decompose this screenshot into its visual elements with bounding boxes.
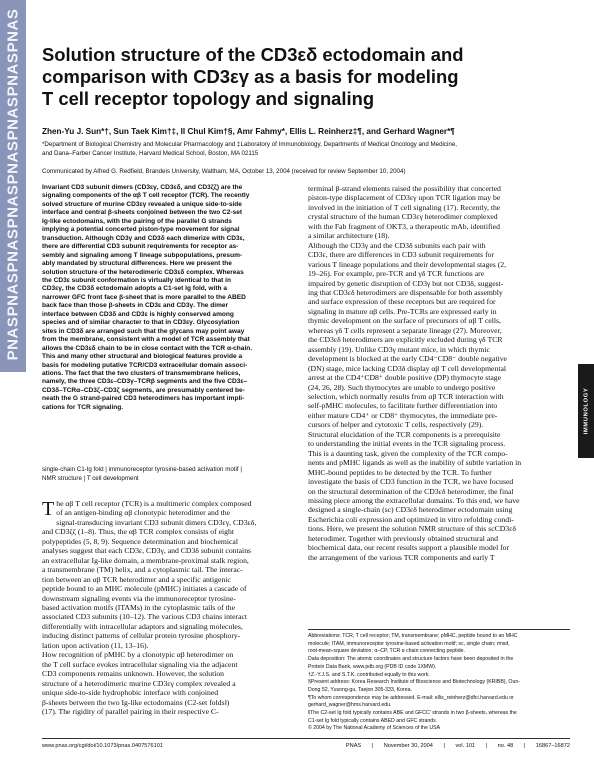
body-line: tions. Here, we present the solution NMR structure of this scCD3εδ — [308, 524, 516, 534]
abstract-line: This and many other structural and biological features provide a — [42, 353, 243, 361]
body-line: of an antigen-binding αβ clonotypic heterodimer and the — [56, 508, 231, 518]
body-line: various T lineage populations and their developmental stages (2, — [308, 259, 507, 269]
abstract-line: CD3εγ, the CD3δ ectodomain adopts a C1-set Ig fold, with a — [42, 285, 227, 293]
footnote-line: molecule; ITAM, immunoreceptor tyrosine-based activation motif; sc, single chain; rmsd, — [308, 640, 510, 647]
body-line: selection, which normally results from αβ TCR interaction with — [308, 391, 504, 401]
body-line: downstream signaling events via the immunoreceptor tyrosine- — [42, 593, 236, 603]
abstract-line: interface and central β-sheets conjoined between the two C2-set — [42, 209, 243, 217]
pnas-sidebar-word: PNAS — [4, 8, 22, 52]
body-line: CD3 components remains unknown. However, the solution — [42, 669, 225, 679]
body-line: the CD3εδ heterodimers are explicitly excluded during γδ TCR — [308, 335, 503, 345]
intro-first-lines — [42, 499, 298, 518]
footer-separator: | — [485, 743, 488, 749]
communicated-by: Communicated by Alfred G. Redfield, Brandeis University, Waltham, MA, October 13, 2004 (received for review September 10, 2004) — [42, 168, 406, 175]
abstract-line: sembly and signaling among T lineage subpopulations, presum- — [42, 251, 243, 259]
title-line: T cell receptor topology and signaling — [42, 88, 375, 109]
body-line: terminal β-strand elements raised the possibility that concerted — [308, 184, 501, 193]
footer-separator: | — [523, 743, 526, 749]
body-line: on the structural determination of the CD3εδ heterodimer, the final — [308, 486, 514, 496]
pnas-sidebar-strip — [0, 0, 26, 372]
pnas-sidebar-word: PNAS — [4, 140, 22, 184]
body-line: with the Fab fragment of OKT3, a therapeutic mAb, identified — [308, 221, 500, 231]
body-line: investigate the basis of CD3 function in the TCR, we have focused — [308, 477, 514, 487]
title-line: Solution structure of the CD3εδ ectodomain and — [42, 44, 464, 65]
body-line: the T cell surface evokes intracellular signaling via the adjacent — [42, 659, 238, 669]
abstract-line: sites in CD3δ are arranged such that the glycans may point away — [42, 327, 245, 335]
footer-date: November 30, 2004 — [383, 743, 433, 749]
footnote-line: C1-set Ig fold typically contains ABED and GFC strands. — [308, 717, 438, 724]
pnas-sidebar-word: PNAS — [4, 52, 22, 96]
body-line: nents and pMHC ligands as well as the inability of subtle variation in — [308, 458, 522, 468]
body-line: whereas γδ T cells represent a separate lineage (27). Moreover, — [308, 325, 502, 335]
body-line: missing piece among the extracellular domains. To this end, we have — [308, 495, 520, 505]
body-line: unique side-to-side hydrophobic interface with conjoined — [42, 688, 219, 698]
body-line: 19–26). For example, pre-TCR and γδ TCR functions are — [308, 269, 485, 279]
article-title — [42, 44, 552, 110]
footnote-line: †Z.-Y.J.S. and S.T.K. contributed equally to this work. — [308, 671, 430, 678]
body-line: crystal structure of the human CD3εγ heterodimer complexed — [308, 212, 498, 222]
body-line: analyses suggest that each CD3ε, CD3γ, and CD3δ subunit contains — [42, 546, 252, 556]
body-line: Escherichia coli expression and optimized in vitro refolding condi- — [308, 514, 514, 524]
footer-journal: PNAS — [345, 743, 362, 749]
abstract-line: cations for TCR signaling. — [42, 403, 124, 411]
abstract — [42, 184, 298, 412]
drop-cap: T — [42, 498, 55, 520]
footer-volume: vol. 101 — [455, 743, 476, 749]
body-line: tion between an αβ TCR heterodimer and a specific antigenic — [42, 574, 231, 584]
affiliation-line: *Department of Biological Chemistry and Molecular Pharmacology and ‡Laboratory of Immunobiology, Departments of Medical Oncology and Medicine, — [42, 141, 457, 148]
body-line: MHC-bound peptides to be detected by the TCR. To further — [308, 467, 492, 477]
body-line: Structural elucidation of the TCR components is a prerequisite — [308, 429, 501, 439]
footnote-line: © 2004 by The National Academy of Sciences of the USA — [308, 725, 441, 732]
abstract-line: solved structure of murine CD3εγ revealed a unique side-to-side — [42, 200, 242, 208]
body-line: CD3ε, there are differences in CD3 subunit requirements for — [308, 250, 495, 260]
body-line: assembly (19). Unlike CD3γ mutant mice, in which thymic — [308, 344, 490, 354]
body-line: biochemical data, our recent results support a plausible model for — [308, 543, 510, 553]
title-line: comparison with CD3εγ as a basis for modeling — [42, 66, 459, 87]
abstract-line: there are differential CD3 subunit requirements for receptor as- — [42, 243, 239, 251]
footer-divider — [42, 738, 570, 739]
footnote-line: ‖The C2-set Ig fold typically contains ABE and GFCC′ strands in two β-sheets, whereas the — [308, 710, 517, 717]
abstract-line: ably mandated by structural differences. Here we present the — [42, 260, 232, 268]
body-line: peptide bound to an MHC molecule (pMHC) initiates a cascade of — [42, 584, 247, 594]
body-line: either mature CD4⁺ or CD8⁺ thymocytes, the immediate pre- — [308, 410, 498, 420]
footnote-line: §Present address: Korea Research Institute of Bioscience and Biotechnology (KRIBB), Oun- — [308, 679, 520, 686]
body-line: and surface expression of these receptors but are required for — [308, 297, 496, 307]
body-line: How recognition of pMHC by a clonotypic αβ heterodimer on — [42, 650, 234, 660]
body-line: designed a single-chain (sc) CD3εδ heterodimer ectodomain using — [308, 505, 513, 515]
body-line: a similar architecture (18). — [308, 231, 390, 241]
abstract-line: neath the G strand-paired CD3 heterodimers has important impli- — [42, 395, 245, 403]
body-line: structure of a heterodimeric murine CD3εγ complex revealed a — [42, 678, 236, 688]
footnote-line: Data deposition: The atomic coordinates and structure factors have been deposited in the — [308, 656, 514, 663]
author-list: Zhen-Yu J. Sun*†, Sun Taek Kim†‡, Il Chul Kim†§, Amr Fahmy*, Ellis L. Reinherz‡¶, and Gerhard Wagner*¶ — [42, 127, 455, 136]
keywords-line: single-chain C1-Ig fold | immunoreceptor tyrosine-based activation motif | — [42, 466, 242, 473]
keywords-line: NMR structure | T cell development — [42, 474, 139, 482]
body-line: β-sheets between the two Ig-like ectodomains (C2-set folds‖) — [42, 697, 230, 707]
body-line: heterodimer. Together with previously obtained structural and — [308, 533, 498, 543]
body-line: (DN) stage, mice lacking CD3δ display αβ T cell developmental — [308, 363, 507, 373]
body-text-left-column — [42, 499, 298, 716]
body-text-right-column — [308, 184, 570, 562]
abstract-line: implying a potential concerted piston-type movement for signal — [42, 226, 240, 234]
abstract-line: allows the CD3εδ chain to be in close contact with the TCR α-chain. — [42, 344, 253, 352]
abstract-line: Ig-like ectodomains, with the pairing of the parallel G strands — [42, 217, 232, 225]
doi-link[interactable]: www.pnas.org/cgi/doi/10.1073/pnas.0407576101 — [42, 743, 163, 749]
footer-pages: 16867–16872 — [535, 743, 570, 749]
body-line: involved in the initiation of T cell signaling (17). Recently, the — [308, 202, 501, 212]
section-tab-immunology: IMMUNOLOGY — [578, 364, 594, 458]
body-line: cursors of helper and cytotoxic T cells, respectively (29). — [308, 420, 484, 430]
footnote-divider — [308, 629, 570, 630]
footer-separator: | — [443, 743, 445, 749]
body-line: polypeptides (5, 8, 9). Sequence determination and biochemical — [42, 536, 238, 546]
body-line: lation upon activation (11, 13–16). — [42, 640, 149, 650]
affiliation-line: and Dana–Farber Cancer Institute, Harvard Medical School, Boston, MA 02115 — [42, 149, 259, 157]
body-line: arrest at the CD4⁺CD8⁺ double positive (DP) thymocyte stage — [308, 373, 502, 383]
citation-info — [337, 743, 570, 749]
footnote-line: Abbreviations: TCR, T cell receptor; TM, transmembrane; pMHC, peptide bound to an MHC — [308, 633, 518, 639]
abstract-line: solution structure of the heterodimeric CD3εδ complex. Whereas — [42, 268, 244, 276]
body-line: Although the CD3γ and the CD3δ subunits each pair with — [308, 240, 486, 250]
pnas-sidebar-word: PNAS — [4, 184, 22, 228]
body-line: piston-type displacement of CD3εγ upon TCR ligation may be — [308, 193, 501, 203]
pnas-sidebar-word: PNAS — [4, 272, 22, 316]
footnote-line: gerhard_wagner@hms.harvard.edu. — [308, 702, 392, 709]
body-line: an extracellular Ig-like domain, a membrane-proximal stalk region, — [42, 555, 249, 565]
body-text-left-rest — [42, 518, 298, 717]
body-line: inducing distinct patterns of cellular protein tyrosine phosphory- — [42, 631, 241, 641]
abstract-line: the CD3ε subunit conformation is virtually identical to that in — [42, 276, 231, 284]
body-line: to understanding the initial events in the TCR signaling process. — [308, 439, 506, 449]
body-line: a transmembrane (TM) helix, and a cytoplasmic tail. The interac- — [42, 565, 243, 575]
body-line: differentially with intracellular adaptors and signaling molecules, — [42, 621, 243, 631]
body-line: associated CD3 subunits (10–12). The various CD3 chains interact — [42, 612, 248, 622]
abstract-line: species and of similar character to that in CD3εγ. Glycosylation — [42, 319, 240, 327]
abstract-line: ations. The fact that the two clusters of transmembrane helices, — [42, 369, 241, 377]
body-line: and CD3ζζ (1–8). Thus, the αβ TCR complex consists of eight — [42, 527, 234, 537]
body-line: signaling in mature αβ cells. Pre-TCRs are expressed early in — [308, 306, 497, 316]
body-line: (24, 26, 28). Such thymocytes are unable to undergo positive — [308, 382, 496, 392]
abstract-line: namely, the three CD3ε–CD3γ–TCRβ segments and the five CD3ε– — [42, 378, 248, 386]
abstract-line: signaling components of the αβ T cell receptor (TCR). The recently — [42, 192, 250, 200]
abstract-line: Invariant CD3 subunit dimers (CD3εγ, CD3εδ, and CD3ζζ) are the — [42, 184, 243, 191]
body-line: he αβ T cell receptor (TCR) is a multimeric complex composed — [56, 499, 252, 508]
body-line: signal-transducing invariant CD3 subunit dimers CD3εγ, CD3εδ, — [56, 517, 257, 527]
abstract-line: narrower GFC front face β-sheet that is more parallel to the ABED — [42, 293, 246, 301]
body-line: development is blocked at the early CD4⁻CD8⁻ double negative — [308, 354, 507, 364]
abstract-line: from the membrane, consistent with a model of TCR assembly that — [42, 336, 250, 344]
footnote-line: Protein Data Bank, www.pdb.org (PDB ID code 1XMW). — [308, 663, 437, 670]
abstract-line: back face than those β-sheets in CD3ε and CD3γ. The dimer — [42, 302, 229, 310]
pnas-sidebar-word: PNAS — [4, 96, 22, 140]
keywords — [42, 466, 298, 483]
footnote-line: ¶To whom correspondence may be addressed. E-mail: ellis_reinherz@dfci.harvard.edu or — [308, 694, 514, 701]
body-line: (17). The rigidity of parallel pairing in their respective C- — [42, 706, 219, 716]
abstract-line: interface between CD3δ and CD3ε is highly conserved among — [42, 310, 234, 318]
abstract-line: transduction. Although CD3γ and CD3δ each dimerize with CD3ε, — [42, 234, 245, 242]
body-line: ing that CD3εδ heterodimers are dispensable for both assembly — [308, 287, 503, 297]
body-line: self-pMHC molecules, to facilitate further differentiation into — [308, 401, 498, 411]
footnotes — [308, 633, 570, 733]
affiliation — [42, 141, 562, 158]
body-line: the arrangement of the various TCR components and early T — [308, 552, 495, 562]
footnote-line: Dong 52, Yusong-gu, Taejon 305-333, Korea. — [308, 686, 412, 693]
footnote-line: root-mean-square deviation; α–CP, TCR α chain connecting peptide. — [308, 648, 465, 655]
body-line: based activation motifs (ITAMs) in the cytoplasmic tails of the — [42, 602, 236, 612]
abstract-line: basis for modeling putative TCR/CD3 extracellular domain associ- — [42, 361, 248, 369]
footer-issue: no. 48 — [497, 743, 514, 749]
body-line: This is a daunting task, given the complexity of the TCR compo- — [308, 448, 508, 458]
footer-separator: | — [371, 743, 374, 749]
body-line: impaired by genetic disruption of CD3γ but not CD3δ, suggest- — [308, 278, 504, 288]
pnas-sidebar-word: PNAS — [4, 228, 22, 272]
abstract-line: CD3δ–TCRα–CD3ζ–CD3ζ segments, are presumably centered be- — [42, 386, 245, 394]
body-line: thymic development on the surface of precursors of αβ T cells, — [308, 316, 501, 326]
pnas-sidebar-word: PNAS — [4, 316, 22, 360]
